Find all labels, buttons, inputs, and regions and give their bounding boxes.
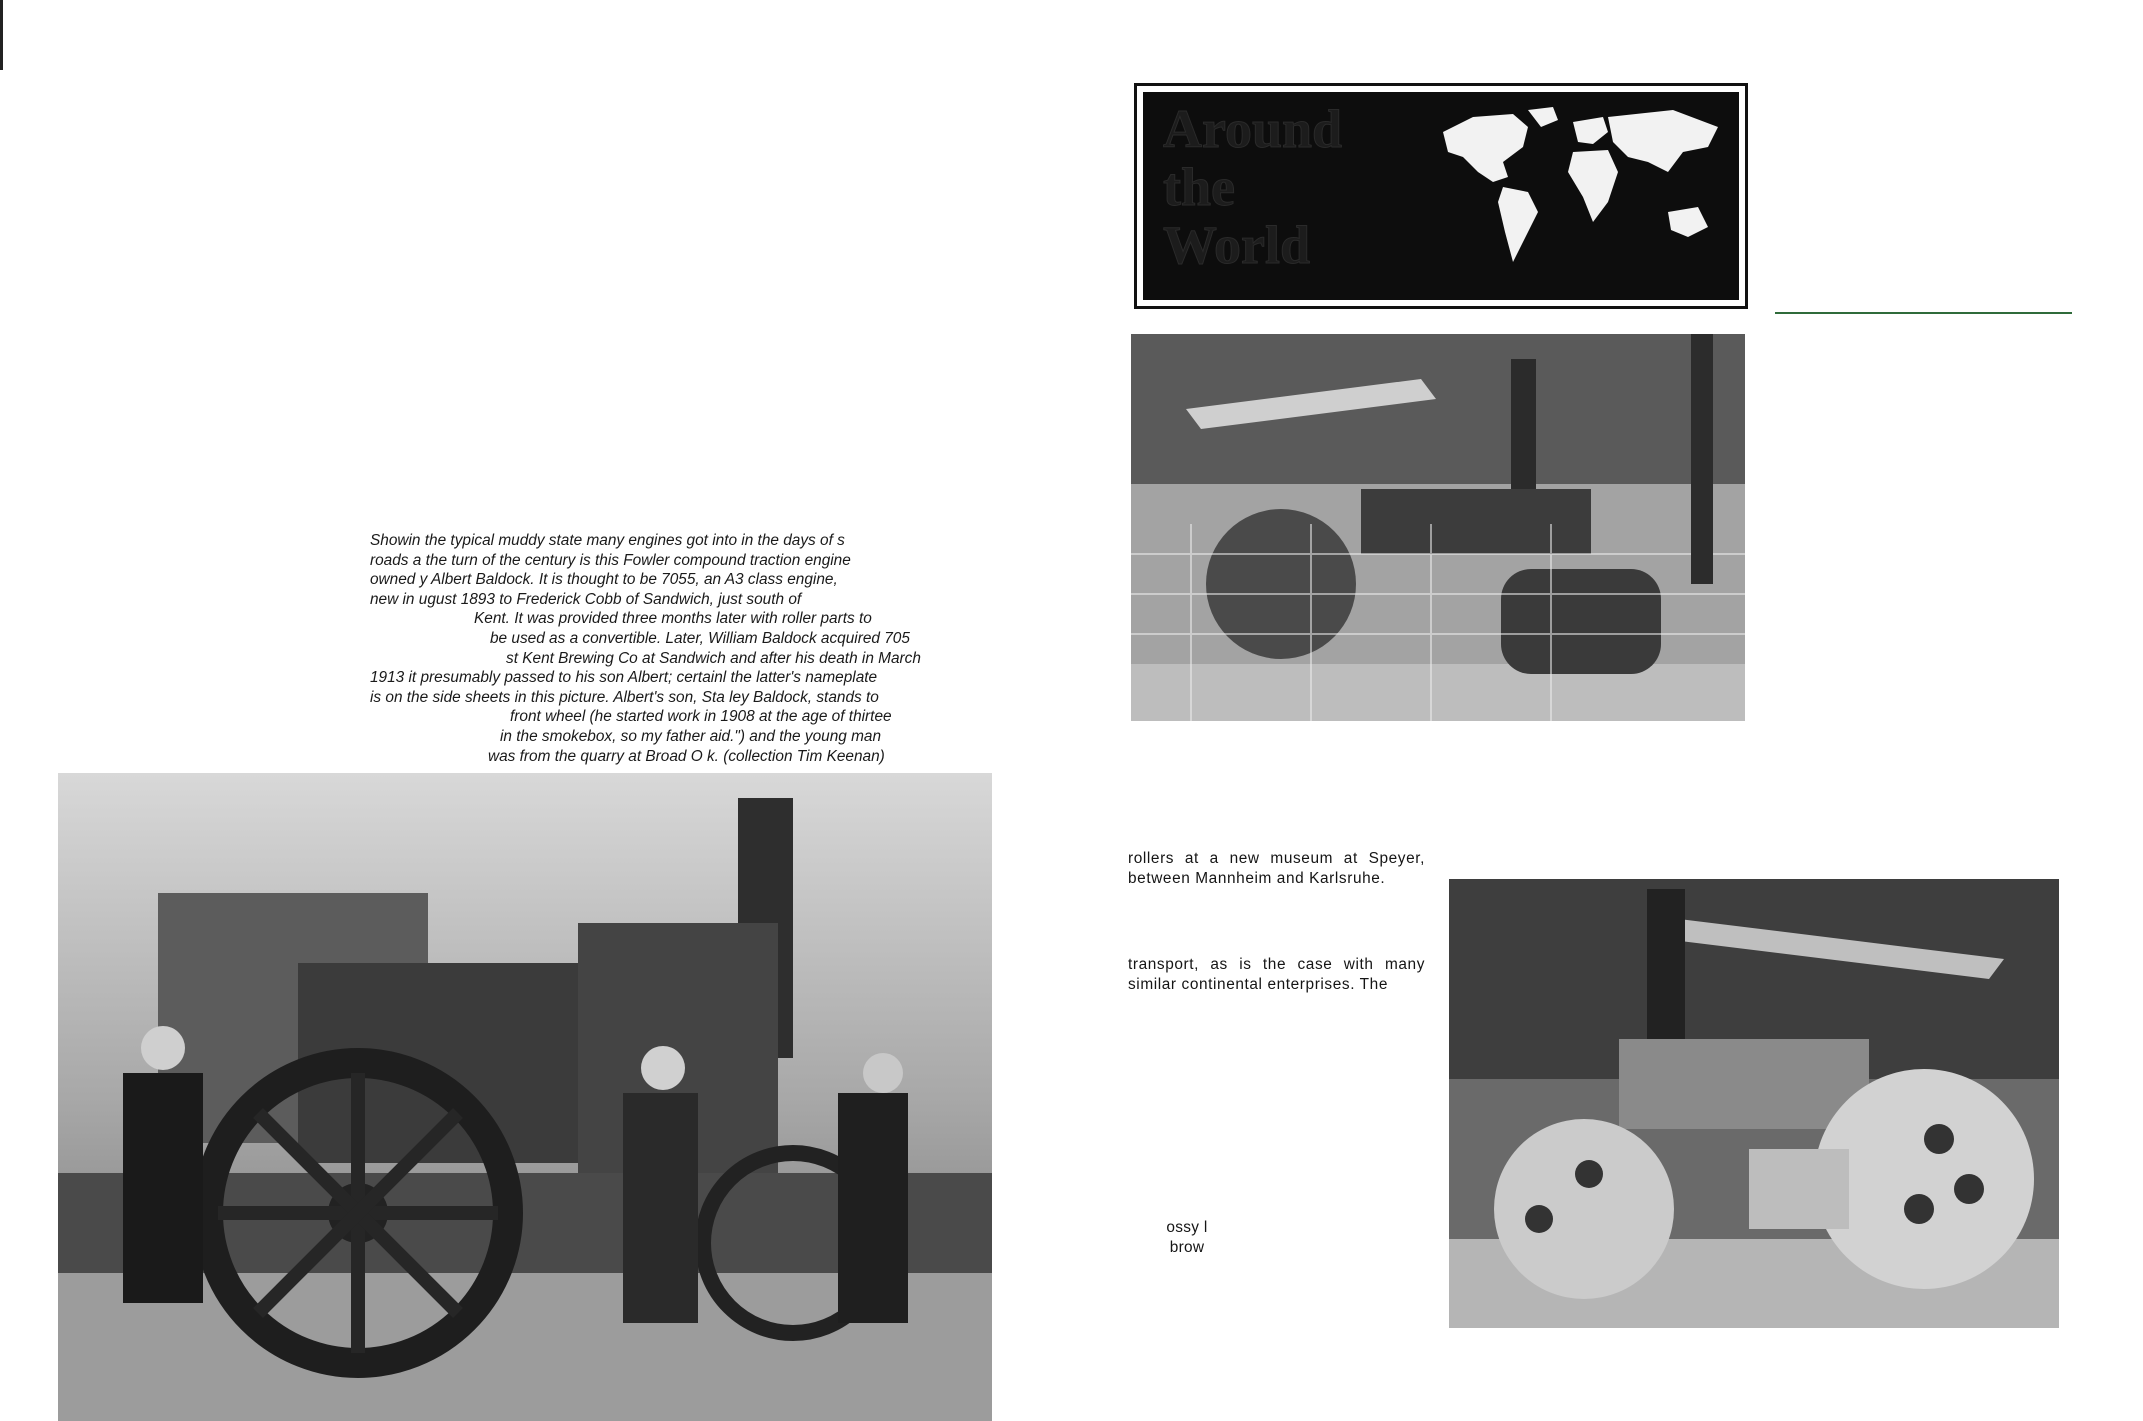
section-banner (1134, 83, 1748, 309)
green-rule (1775, 312, 2072, 314)
banner-panel (1143, 92, 1739, 300)
caption-line: front wheel (he started work in 1908 at the age of thirtee (510, 708, 892, 726)
caption-line: roads a the turn of the century is this Fowler compound traction engine (370, 551, 851, 569)
page-edge-mark (0, 0, 3, 70)
text-fragment (1157, 1218, 1217, 1258)
body-line: rollers at a new museum at Speyer, (1128, 850, 1425, 867)
caption-line: is on the side sheets in this picture. Albert's son, Sta ley Baldock, stands to (370, 688, 879, 706)
caption-line: Showin the typical muddy state many engines got into in the days of s (370, 532, 845, 549)
body-line: transport, as is the case with many (1128, 956, 1425, 973)
body-line: between Mannheim and Karlsruhe. (1128, 870, 1386, 887)
caption-line: owned y Albert Baldock. It is thought to be 7055, an A3 class engine, (370, 571, 838, 589)
museum-roller-photo (1449, 879, 2059, 1328)
photo-caption (370, 531, 995, 766)
banner-title-line: World (1163, 215, 1311, 275)
steam-roller-photo (1131, 334, 1745, 721)
body-paragraph (1128, 849, 1425, 889)
traction-engine-photo (58, 773, 992, 1421)
caption-line: st Kent Brewing Co at Sandwich and after his death in March (506, 649, 921, 667)
caption-line: was from the quarry at Broad O k. (collection Tim Keenan) (488, 747, 885, 765)
banner-title-line: Around (1163, 99, 1343, 159)
body-line: similar continental enterprises. The (1128, 976, 1388, 993)
world-map-icon (1433, 102, 1733, 267)
caption-line: new in ugust 1893 to Frederick Cobb of Sandwich, just south of (370, 590, 802, 608)
body-paragraph (1128, 955, 1425, 995)
body-line: brow (1169, 1239, 1205, 1256)
banner-title-line: the (1163, 157, 1235, 217)
banner-title (1163, 100, 1342, 274)
caption-line: Kent. It was provided three months later with roller parts to (474, 610, 872, 628)
caption-line: 1913 it presumably passed to his son Albert; certainl the latter's nameplate (370, 669, 878, 687)
body-line: ossy l (1166, 1219, 1208, 1236)
caption-line: be used as a convertible. Later, William Baldock acquired 705 (490, 629, 910, 647)
caption-line: in the smokebox, so my father aid.") and the young man (500, 727, 882, 745)
